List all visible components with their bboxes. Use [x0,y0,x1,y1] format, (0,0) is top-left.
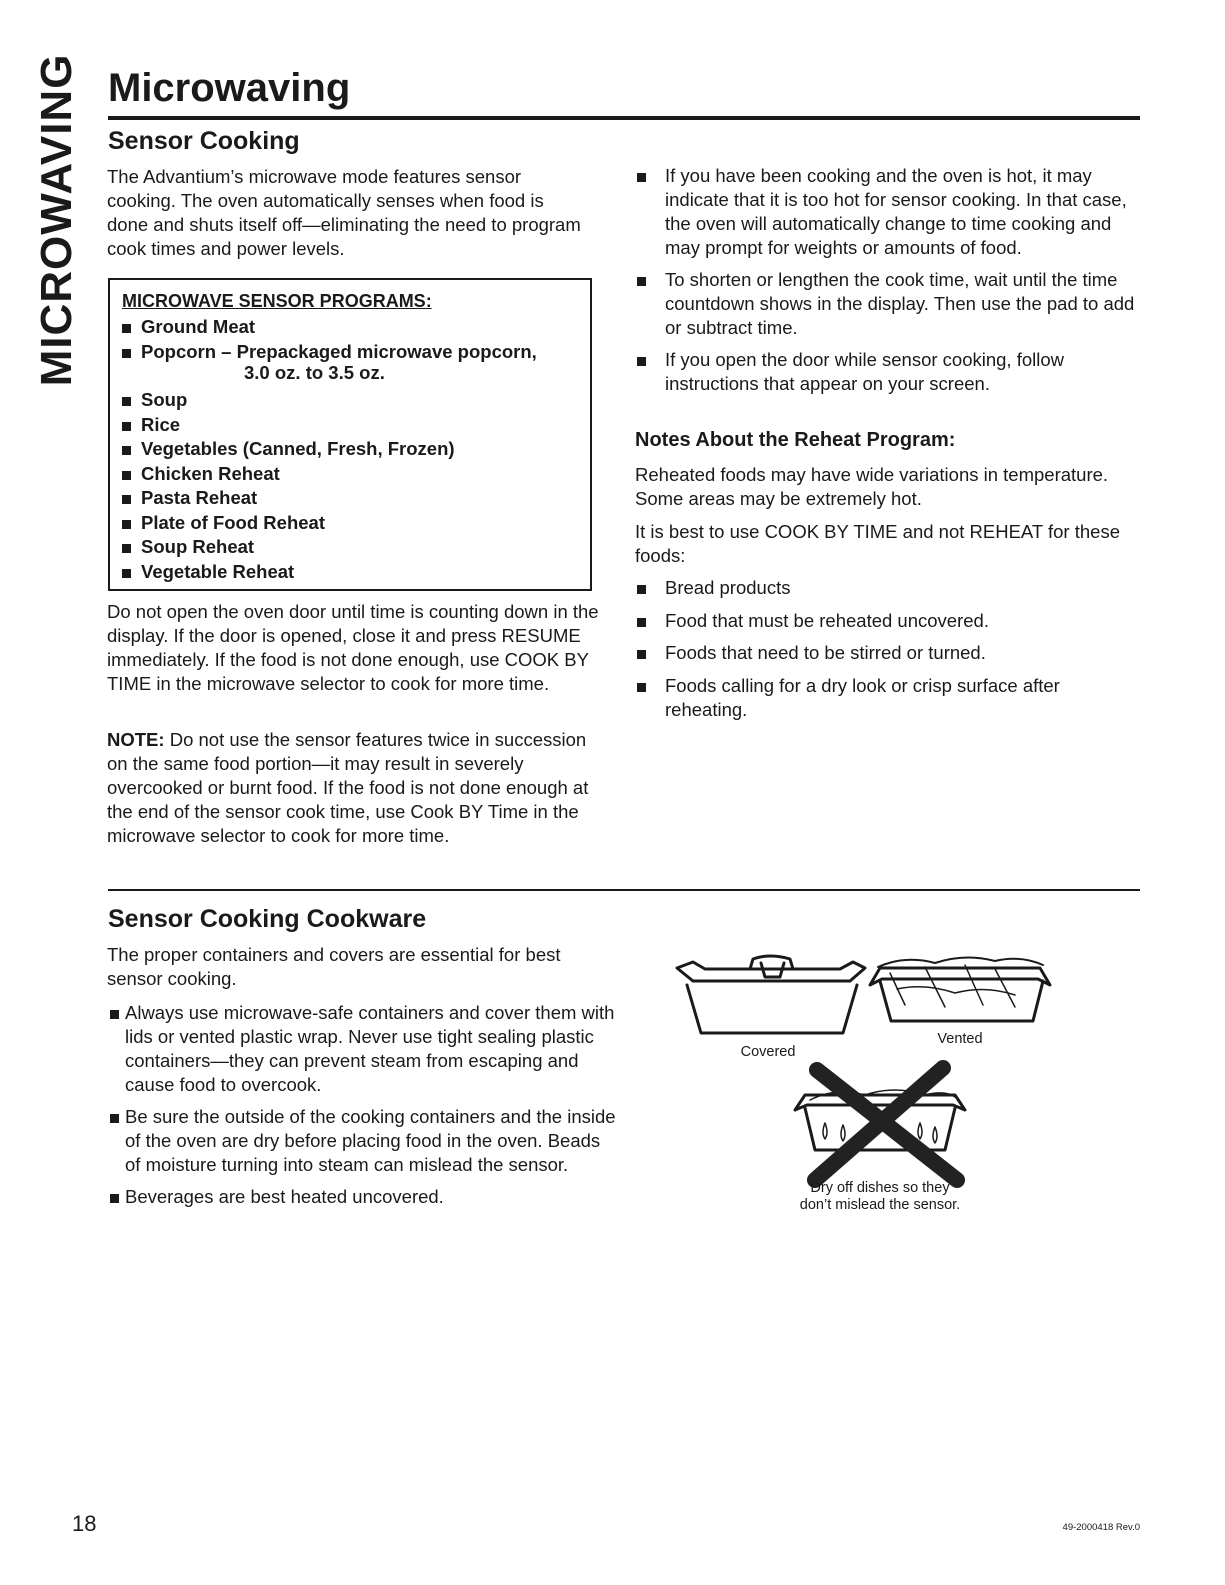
list-item: Bread products [635,576,1135,600]
section-divider [108,889,1140,891]
bullet-square-icon [110,1010,119,1019]
caption-covered: Covered [740,1044,796,1060]
list-item: If you open the door while sensor cooking, follow instructions that appear on your screen. [635,348,1135,396]
bullet-square-icon [110,1114,119,1123]
list-item: If you have been cooking and the oven is hot, it may indicate that it is too hot for sensor cooking. In that case, the oven will automatically change to time cooking and may prompt for weights or amounts of food. [635,164,1135,260]
page-title: Microwaving [108,66,351,110]
bullet-square-icon [637,585,646,594]
covered-dish-icon [677,956,865,1033]
side-tab-label: MICROWAVING [32,53,81,387]
list-item: Always use microwave-safe containers and cover them with lids or vented plastic wrap. Never use tight sealing plastic containers—they can prevent steam from escaping and cause food to overcook. [108,1001,618,1097]
bullet-square-icon [110,1194,119,1203]
sensor-intro-paragraph: The Advantium’s microwave mode features sensor cooking. The oven automatically senses when food is done and shuts itself off—eliminating the need to program cook times and power levels. [107,166,581,259]
list-item: To shorten or lengthen the cook time, wait until the time countdown shows in the display. Then use the pad to add or subtract time. [635,268,1135,340]
prohibited-x-icon [815,1068,957,1180]
sensor-programs-list [121,315,537,584]
bullet-square-icon [637,277,646,286]
list-item: Plate of Food Reheat [121,511,537,536]
list-item: Beverages are best heated uncovered. [108,1185,618,1209]
section-heading-reheat-notes: Notes About the Reheat Program: [635,429,956,451]
bullet-square-icon [122,520,131,529]
cookware-tips-list [108,1001,618,1217]
cookware-intro-paragraph: The proper containers and covers are essential for best sensor cooking. [107,944,561,989]
bullet-square-icon [637,650,646,659]
list-item: Pasta Reheat [121,486,537,511]
bullet-square-icon [637,173,646,182]
bullet-square-icon [637,683,646,692]
note-paragraph [107,728,597,848]
list-item: Popcorn – Prepackaged microwave popcorn, 3.0 oz. to 3.5 oz. [121,340,537,383]
list-item: Ground Meat [121,315,537,340]
document-number: 49-2000418 Rev.0 [1062,1522,1140,1533]
sensor-programs-box [108,278,592,591]
cookware-illustration [665,945,1065,1220]
caption-dry-line-2: don’t mislead the sensor. [799,1197,961,1213]
bullet-square-icon [637,618,646,627]
note-text: Do not use the sensor features twice in succession on the same food portion—it may result in severely overcooked or burnt food. If the food is not done enough at the end of the sensor cook time, use Cook BY Time in the microwave selector to cook for more time. [107,729,589,846]
bullet-square-icon [122,324,131,333]
reheat-foods-list [635,576,1135,730]
list-item: Rice [121,413,537,438]
sensor-tips-list [635,164,1135,404]
list-item: Vegetable Reheat [121,560,537,585]
bullet-square-icon [122,544,131,553]
popcorn-size-note: 3.0 oz. to 3.5 oz. [244,362,385,383]
bullet-square-icon [637,357,646,366]
list-item: Vegetables (Canned, Fresh, Frozen) [121,437,537,462]
caption-dry-dishes [775,1180,985,1214]
list-item: Foods calling for a dry look or crisp surface after reheating. [635,674,1135,722]
door-paragraph: Do not open the oven door until time is counting down in the display. If the door is opened, close it and press RESUME immediately. If the food is not done enough, use COOK BY TIME in the microwave selector to cook for more time. [107,601,599,694]
title-rule [108,116,1140,120]
list-item: Food that must be reheated uncovered. [635,609,1135,633]
list-item: Chicken Reheat [121,462,537,487]
page-number: 18 [72,1511,97,1536]
list-item: Foods that need to be stirred or turned. [635,641,1135,665]
list-item: Soup [121,388,537,413]
bullet-square-icon [122,349,131,358]
section-heading-cookware: Sensor Cooking Cookware [108,905,427,933]
caption-dry-line-1: Dry off dishes so they [810,1180,950,1196]
reheat-paragraph-2: It is best to use COOK BY TIME and not REHEAT for these foods: [635,521,1120,566]
bullet-square-icon [122,495,131,504]
bullet-square-icon [122,422,131,431]
side-tab [22,53,92,387]
caption-vented: Vented [937,1031,983,1047]
note-label: NOTE: [107,729,165,750]
vented-dish-icon [870,957,1050,1021]
bullet-square-icon [122,397,131,406]
list-item: Soup Reheat [121,535,537,560]
bullet-square-icon [122,446,131,455]
sensor-programs-heading: MICROWAVE SENSOR PROGRAMS: [122,291,432,311]
bullet-square-icon [122,569,131,578]
section-heading-sensor-cooking: Sensor Cooking [108,127,300,155]
reheat-paragraph-1: Reheated foods may have wide variations in temperature. Some areas may be extremely hot. [635,464,1109,509]
bullet-square-icon [122,471,131,480]
list-item: Be sure the outside of the cooking containers and the inside of the oven are dry before placing food in the oven. Beads of moisture turning into steam can mislead the sensor. [108,1105,618,1177]
